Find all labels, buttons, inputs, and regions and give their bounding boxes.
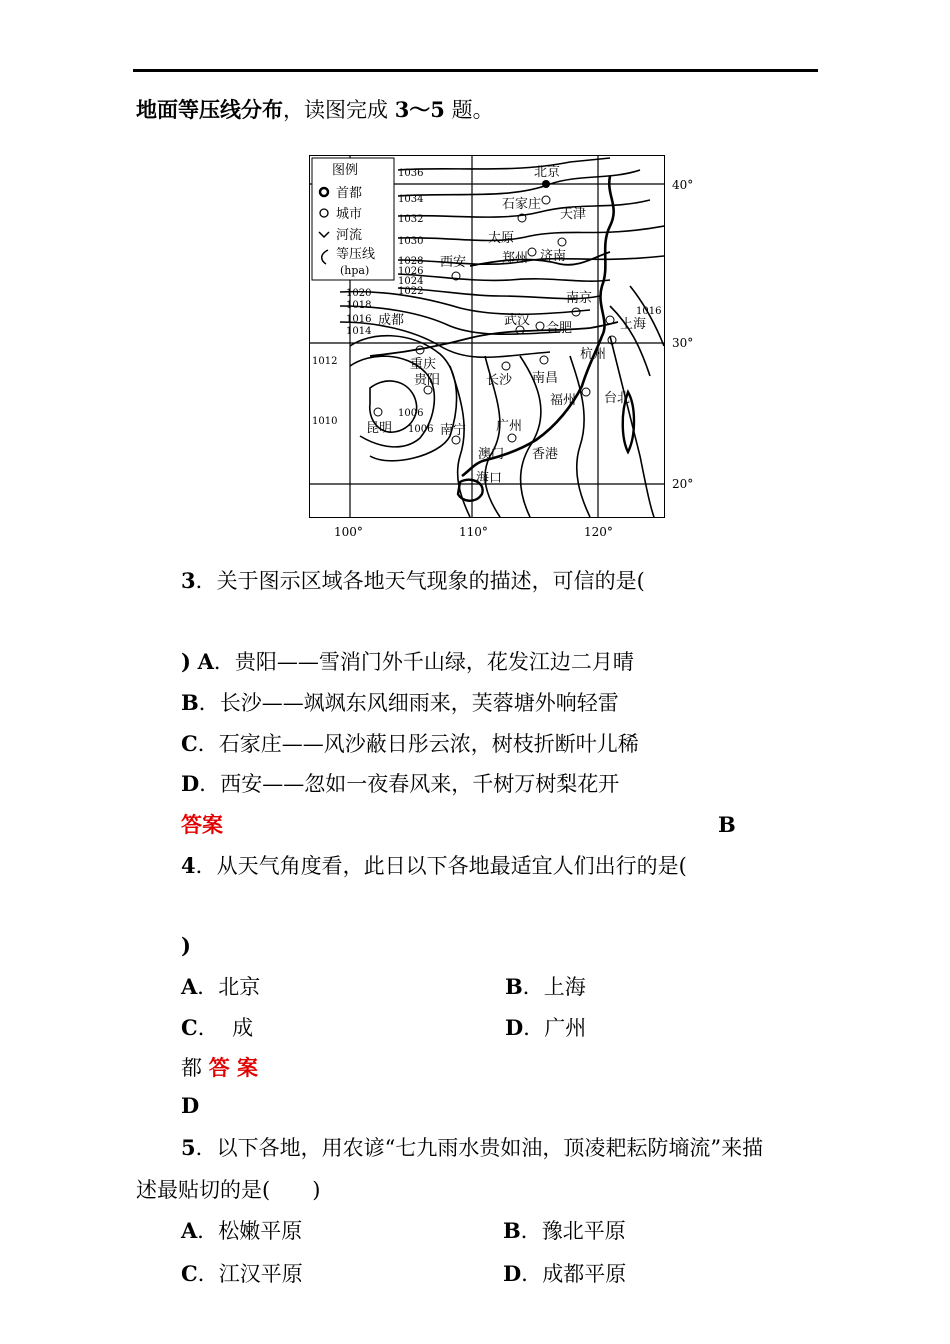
- isobar-1034: 1034: [398, 194, 424, 205]
- isobar-1026: 1026: [398, 266, 424, 277]
- city-hangzhou: 杭州: [580, 347, 607, 362]
- q4-answer: D: [181, 1093, 200, 1118]
- isobar-1010: 1010: [312, 416, 338, 427]
- q3-answer: B: [718, 812, 736, 837]
- isobar-1030: 1030: [398, 236, 424, 247]
- isobar-map: [309, 155, 665, 518]
- q5-option-b: B．豫北平原: [503, 1218, 626, 1243]
- q5-stem-line2: 述最贴切的是( ): [136, 1178, 321, 1202]
- isobar-1018: 1018: [346, 300, 372, 311]
- lat-label-20: 20°: [672, 477, 694, 491]
- isobar-1014: 1014: [346, 326, 372, 337]
- q4-option-b: B．上海: [505, 974, 586, 999]
- city-tianjin: 天津: [560, 207, 587, 222]
- city-zhengzhou: 郑州: [502, 251, 529, 266]
- city-shijiazhuang: 石家庄: [502, 197, 542, 212]
- intro-suffix: 题。: [444, 98, 494, 122]
- isobar-1024: 1024: [398, 276, 424, 287]
- city-taibei: 台北: [604, 391, 631, 406]
- city-nanning: 南宁: [440, 423, 467, 438]
- city-changsha: 长沙: [486, 373, 513, 388]
- q3-option-d: D．西安——忽如一夜春风来，千树万树梨花开: [181, 771, 620, 796]
- city-macau: 澳门: [478, 447, 505, 462]
- city-guiyang: 贵阳: [414, 373, 441, 388]
- q3-answer-label: 答案: [181, 812, 223, 837]
- lon-label-120: 120°: [584, 525, 613, 539]
- isobar-1032: 1032: [398, 214, 424, 225]
- city-beijing: 北京: [534, 165, 561, 180]
- q4-answer-row: 都 答 案: [181, 1055, 258, 1080]
- city-xian: 西安: [440, 255, 467, 270]
- capital-marker: [542, 180, 550, 188]
- q4-answer-label: 答 案: [208, 1055, 258, 1080]
- city-wuhan: 武汉: [504, 313, 531, 328]
- isobar-1012: 1012: [312, 356, 338, 367]
- city-haikou: 海口: [476, 471, 503, 486]
- legend-capital: 首都: [336, 186, 363, 201]
- intro-text: [136, 96, 494, 124]
- q3-stem: 3．关于图示区域各地天气现象的描述，可信的是(: [181, 568, 645, 593]
- city-chengdu: 成都: [378, 313, 405, 328]
- lat-label-30: 30°: [672, 336, 694, 350]
- q5-option-a: A．松嫩平原: [181, 1218, 303, 1243]
- lon-label-110: 110°: [459, 525, 488, 539]
- isobar-1016: 1016: [346, 314, 372, 325]
- legend-river: 河流: [336, 228, 363, 243]
- q5-option-d: D．成都平原: [503, 1261, 627, 1286]
- city-shanghai: 上海: [620, 317, 647, 332]
- city-nanjing: 南京: [566, 291, 593, 306]
- city-taiyuan: 太原: [488, 231, 515, 246]
- q3-option-c: C．石家庄——风沙蔽日彤云浓，树枝折断叶儿稀: [181, 731, 639, 756]
- lon-label-100: 100°: [334, 525, 363, 539]
- legend-city: 城市: [336, 207, 363, 222]
- legend-isobar: 等压线: [336, 247, 376, 262]
- q5-option-c: C．江汉平原: [181, 1261, 303, 1286]
- city-hefei: 合肥: [546, 321, 573, 336]
- isobar-1020: 1020: [346, 288, 372, 299]
- isobar-1028: 1028: [398, 256, 424, 267]
- q5-stem-line1: 5．以下各地，用农谚“七九雨水贵如油，顶凌耙耘防墒流”来描: [181, 1135, 764, 1160]
- intro-range: 3～5: [394, 97, 445, 122]
- isobar-1006-b: 1006: [408, 424, 434, 435]
- city-guangzhou: 广州: [496, 419, 523, 434]
- q4-close: ): [181, 933, 191, 958]
- intro-bold: 地面等压线分布: [136, 97, 283, 122]
- isobar-1036: 1036: [398, 168, 424, 179]
- city-hongkong: 香港: [532, 447, 559, 462]
- q3-option-a: ) A．贵阳——雪消门外千山绿，花发江边二月晴: [181, 649, 634, 674]
- isobar-1016-east: 1016: [636, 306, 662, 317]
- header-rule: [133, 69, 818, 72]
- city-kunming: 昆明: [366, 421, 393, 436]
- city-nanchang: 南昌: [532, 371, 559, 386]
- legend-unit: (hpa): [340, 264, 370, 277]
- q4-option-a: A．北京: [181, 974, 261, 999]
- legend-title: 图例: [332, 163, 359, 178]
- q3-option-b: B．长沙——飒飒东风细雨来，芙蓉塘外响轻雷: [181, 690, 619, 715]
- city-jinan: 济南: [540, 249, 567, 264]
- q4-option-d: D．广州: [505, 1015, 587, 1040]
- lat-label-40: 40°: [672, 178, 694, 192]
- q4-option-c: C． 成: [181, 1015, 254, 1040]
- isobar-1022: 1022: [398, 286, 424, 297]
- isobar-1006-a: 1006: [398, 408, 424, 419]
- city-fuzhou: 福州: [550, 393, 577, 408]
- intro-rest: ，读图完成: [283, 98, 395, 122]
- isobar-map-svg: [310, 156, 664, 517]
- city-chongqing: 重庆: [410, 357, 437, 372]
- q4-stem: 4．从天气角度看，此日以下各地最适宜人们出行的是(: [181, 853, 687, 878]
